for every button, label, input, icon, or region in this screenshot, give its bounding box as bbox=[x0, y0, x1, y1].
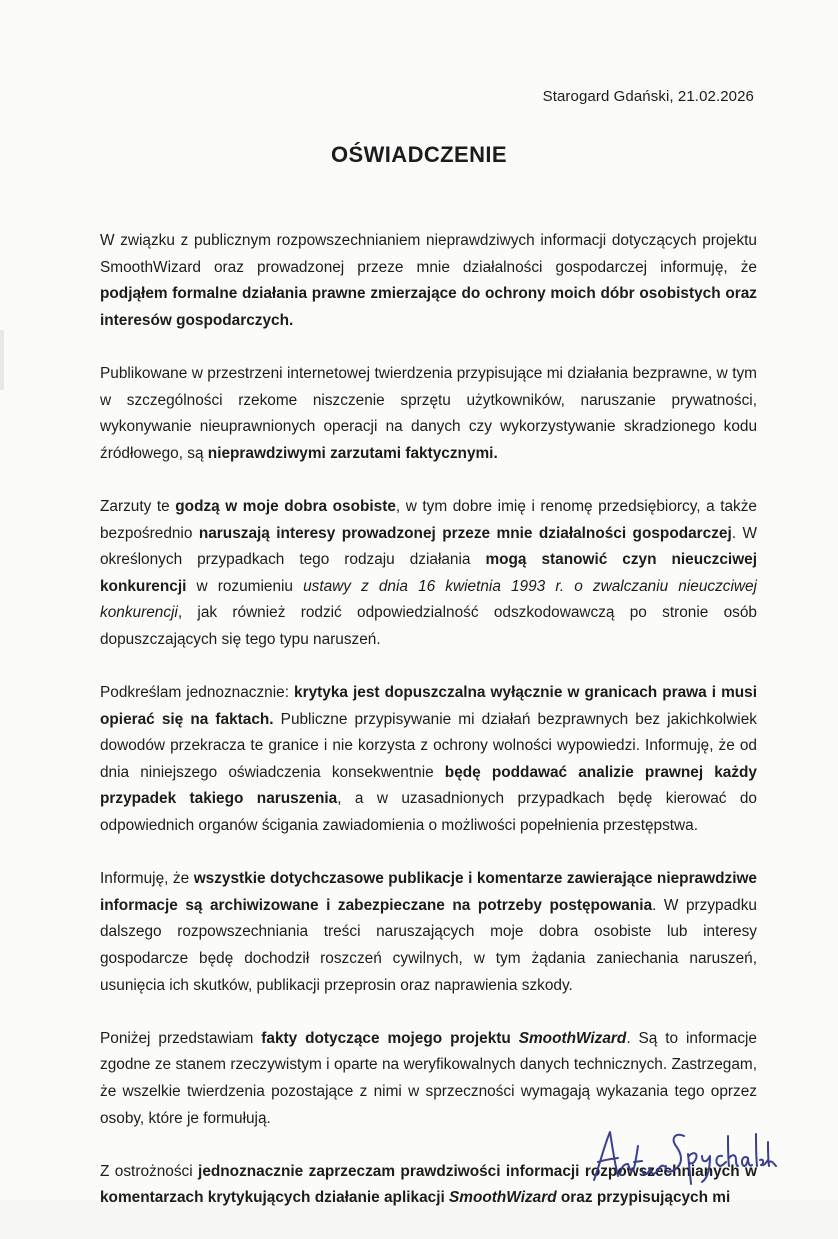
p5-text-c: . W przypadku dalszego rozpowszechniania treści naruszających moje dobra osobiste lub interesy gospodarcze będę dochodził roszczeń cywilnych, w tym żądania zaniechania naruszeń, usunięcia ich skutków, publikacji przeprosin oraz naprawienia szkody. bbox=[100, 896, 757, 994]
paragraph-1 bbox=[100, 228, 757, 334]
p4-bold-b: krytyka jest dopuszczalna wyłącznie w granicach prawa i musi opierać się na faktach. bbox=[100, 684, 757, 728]
document-title: OŚWIADCZENIE bbox=[331, 142, 507, 167]
p3-bold-b: godzą w moje dobra osobiste bbox=[175, 497, 396, 515]
p2-bold: nieprawdziwymi zarzutami faktycznymi. bbox=[207, 444, 498, 462]
p7-bold-b: jednoznacznie zaprzeczam prawdziwości informacji rozpowszechnianych w komentarzach krytykujących działanie aplikacji bbox=[100, 1162, 758, 1207]
p4-bold-d: będę poddawać analizie prawnej każdy przypadek takiego naruszenia bbox=[100, 763, 757, 808]
paragraph-4 bbox=[100, 680, 757, 840]
p4-text-c: Publiczne przypisywanie mi działań bezprawnych bez jakichkolwiek dowodów przekracza te granice i nie korzysta z ochrony wolności wypowiedzi. Informuję, że od dnia niniejszego oświadczenia konsekwentnie bbox=[100, 710, 757, 781]
p7-text-a: Z ostrożności bbox=[100, 1162, 199, 1180]
p3-text-i: , jak również rodzić odpowiedzialność odszkodowawczą po stronie osób dopuszczających się tego typu naruszeń. bbox=[100, 604, 757, 648]
p6-text-d: . Są to informacje zgodne ze stanem rzeczywistym i oparte na weryfikowalnych danych technicznych. Zastrzegam, że wszelkie twierdzenia pozostające z nimi w sprzeczności wymagają wykazania tego oprzez osoby, które je formułują. bbox=[100, 1029, 757, 1127]
p6-product-name: SmoothWizard bbox=[518, 1029, 627, 1047]
paragraph-5 bbox=[100, 866, 757, 999]
p2-text: Publikowane w przestrzeni internetowej twierdzenia przypisujące mi działania bezprawne, w tym w szczególności rzekome niszczenie sprzętu użytkowników, naruszanie prywatności, wykonywanie nieuprawnionych operacji na danych czy wykorzystywanie skradzionego kodu źródłowego, są bbox=[100, 364, 757, 462]
paragraph-2 bbox=[100, 361, 757, 467]
p5-bold-b: wszystkie dotychczasowe publikacje i komentarze zawierające nieprawdziwe informacje są archiwizowane i zabezpieczane na potrzeby postępowania bbox=[100, 870, 757, 914]
p3-text-a: Zarzuty te bbox=[100, 497, 176, 515]
signature-ink bbox=[594, 1132, 776, 1184]
document-body bbox=[100, 228, 757, 1239]
p3-bold-d: naruszają interesy prowadzonej przeze mnie działalności gospodarczej bbox=[198, 524, 732, 542]
p7-bold-d: oraz przypisujących mi bbox=[556, 1189, 731, 1207]
handwritten-signature bbox=[588, 1124, 778, 1186]
p1-text: W związku z publicznym rozpowszechnianiem nieprawdziwych informacji dotyczących projektu SmoothWizard oraz prowadzonej przeze mnie działalności gospodarczej informuję, że bbox=[100, 232, 757, 276]
p1-bold: podjąłem formalne działania prawne zmierzające do ochrony moich dóbr osobistych oraz interesów gospodarczych. bbox=[100, 285, 757, 329]
p3-text-c: , w tym dobre imię i renomę przedsiębiorcy, a także bezpośrednio bbox=[100, 497, 757, 542]
p3-bold-f: mogą stanowić czyn nieuczciwej konkurencji bbox=[100, 551, 758, 595]
p6-bold-b: fakty dotyczące mojego projektu bbox=[261, 1029, 519, 1047]
place-and-date: Starogard Gdański, 21.02.2026 bbox=[542, 88, 754, 105]
p6-text-a: Poniżej przedstawiam bbox=[100, 1029, 262, 1047]
p3-italic-h: ustawy z dnia 16 kwietnia 1993 r. o zwalczaniu nieuczciwej konkurencji bbox=[100, 577, 757, 622]
scan-edge-shadow bbox=[0, 330, 4, 390]
p7-bold-italic-c bbox=[449, 1189, 557, 1206]
p7-product-name: SmoothWizard bbox=[449, 1189, 557, 1207]
p4-text-e: , a w uzasadnionych przypadkach będę kierować do odpowiednich organów ścigania zawiadomienia o możliwości popełnienia przestępstwa. bbox=[100, 790, 757, 835]
p6-bold-italic-c bbox=[519, 1030, 627, 1047]
p3-text-e: . W określonych przypadkach tego rodzaju działania bbox=[100, 524, 757, 569]
p3-text-g: w rozumieniu bbox=[186, 577, 304, 595]
paragraph-6 bbox=[100, 1026, 757, 1132]
p5-text-a: Informuję, że bbox=[100, 870, 194, 888]
p4-text-a: Podkreślam jednoznacznie: bbox=[100, 684, 295, 702]
paragraph-3 bbox=[100, 494, 757, 654]
